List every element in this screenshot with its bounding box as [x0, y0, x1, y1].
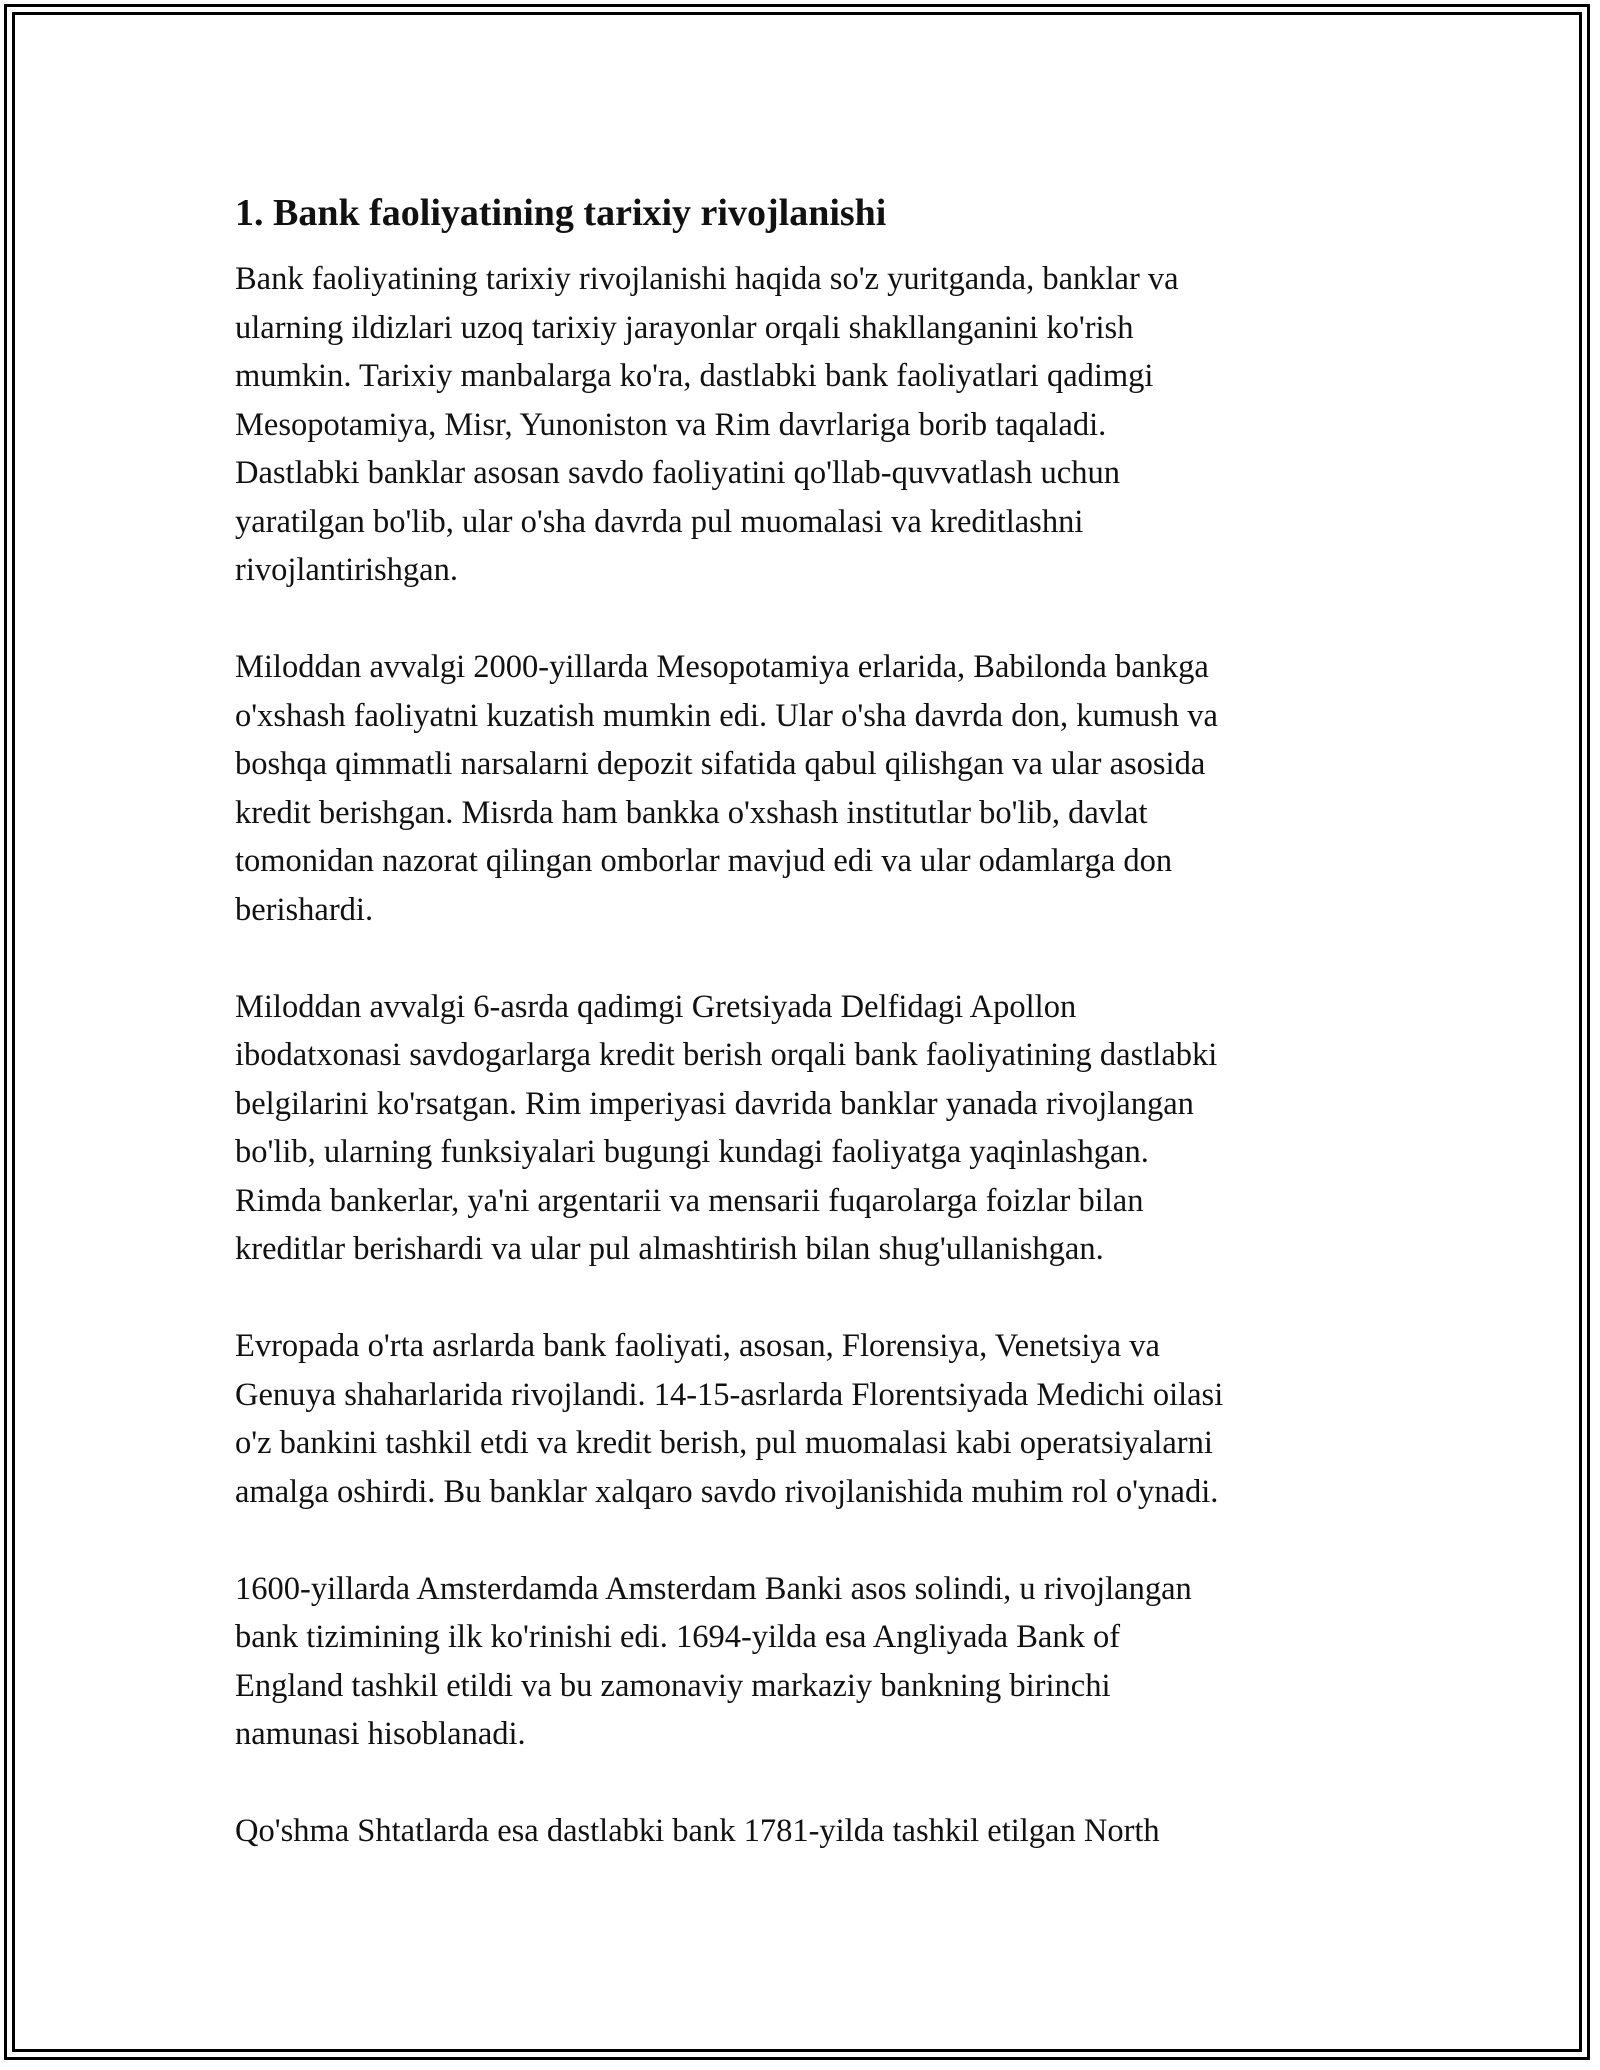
text-line: rivojlantirishgan.	[235, 552, 458, 588]
text-line: ularning ildizlari uzoq tarixiy jarayonlar orqali shakllanganini ko'rish	[235, 309, 1134, 346]
text-line: Miloddan avvalgi 2000-yillarda Mesopotamiya erlarida, Babilonda bankga	[235, 649, 1209, 685]
text-line: yaratilgan bo'lib, ular o'sha davrda pul muomalasi va kreditlashni	[235, 503, 1084, 540]
text-line: namunasi hisoblanadi.	[235, 1716, 526, 1752]
text-line: Rimda bankerlar, ya'ni argentarii va mensarii fuqarolarga foizlar bilan	[235, 1182, 1144, 1219]
document-body	[235, 185, 1375, 1904]
text-line: belgilarini ko'rsatgan. Rim imperiyasi davrida banklar yanada rivojlangan	[235, 1085, 1194, 1122]
text-line: kreditlar berishardi va ular pul almashtirish bilan shug'ullanishgan.	[235, 1231, 1104, 1267]
paragraph-5	[235, 1565, 1375, 1759]
text-line: tomonidan nazorat qilingan omborlar mavjud edi va ular odamlarga don	[235, 843, 1173, 879]
text-line: Mesopotamiya, Misr, Yunoniston va Rim davrlariga borib taqaladi.	[235, 406, 1107, 443]
text-line: berishardi.	[235, 891, 374, 928]
text-line: o'z bankini tashkil etdi va kredit berish, pul muomalasi kabi operatsiyalarni	[235, 1425, 1213, 1461]
text-line: o'xshash faoliyatni kuzatish mumkin edi. Ular o'sha davrda don, kumush va	[235, 697, 1218, 734]
text-line: Bank faoliyatining tarixiy rivojlanishi haqida so'z yuritganda, banklar va	[235, 261, 1179, 297]
paragraph-2	[235, 643, 1375, 934]
text-line: ibodatxonasi savdogarlarga kredit berish orqali bank faoliyatining dastlabki	[235, 1037, 1218, 1073]
text-line: bank tizimining ilk ko'rinishi edi. 1694-yilda esa Angliyada Bank of	[235, 1619, 1121, 1655]
paragraph-1	[235, 255, 1375, 595]
text-line: Genuya shaharlarida rivojlandi. 14-15-asrlarda Florentsiyada Medichi oilasi	[235, 1376, 1224, 1413]
text-line: Dastlabki banklar asosan savdo faoliyatini qo'llab-quvvatlash uchun	[235, 455, 1120, 491]
text-line: Qo'shma Shtatlarda esa dastlabki bank 1781-yilda tashkil etilgan North	[235, 1813, 1160, 1849]
paragraph-6	[235, 1807, 1375, 1856]
text-line: Miloddan avvalgi 6-asrda qadimgi Gretsiyada Delfidagi Apollon	[235, 988, 1077, 1025]
text-line: boshqa qimmatli narsalarni depozit sifatida qabul qilishgan va ular asosida	[235, 746, 1206, 782]
section-heading: 1. Bank faoliyatining tarixiy rivojlanishi	[235, 192, 887, 234]
text-line: Evropada o'rta asrlarda bank faoliyati, asosan, Florensiya, Venetsiya va	[235, 1328, 1160, 1364]
text-line: England tashkil etildi va bu zamonaviy markaziy bankning birinchi	[235, 1667, 1111, 1704]
text-line: amalga oshirdi. Bu banklar xalqaro savdo rivojlanishida muhim rol o'ynadi.	[235, 1473, 1219, 1510]
text-line: kredit berishgan. Misrda ham bankka o'xshash institutlar bo'lib, davlat	[235, 794, 1148, 831]
paragraph-3	[235, 983, 1375, 1274]
text-line: mumkin. Tarixiy manbalarga ko'ra, dastlabki bank faoliyatlari qadimgi	[235, 358, 1154, 394]
text-line: bo'lib, ularning funksiyalari bugungi kundagi faoliyatga yaqinlashgan.	[235, 1134, 1149, 1170]
paragraph-4	[235, 1322, 1375, 1516]
text-line: 1600-yillarda Amsterdamda Amsterdam Banki asos solindi, u rivojlangan	[235, 1570, 1192, 1607]
